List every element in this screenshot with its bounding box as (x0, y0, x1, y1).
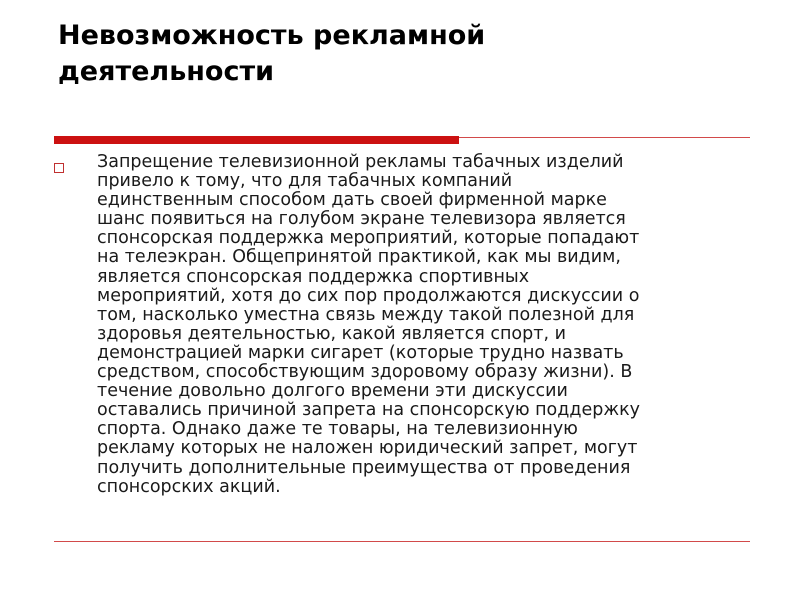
title-divider-accent (54, 136, 459, 144)
bullet-paragraph (97, 153, 757, 497)
paragraph-line: оставались причиной запрета на спонсорскую поддержку (97, 400, 641, 421)
paragraph-line: здоровья деятельностью, какой является спорт, и (97, 323, 566, 344)
paragraph-line: привело к тому, что для табачных компаний (97, 171, 513, 192)
paragraph-line: на телеэкран. Общепринятой практикой, как мы видим, (97, 247, 621, 268)
paragraph-line: средством, способствующим здоровому образу жизни). В (97, 362, 633, 383)
paragraph-line: спонсорская поддержка мероприятий, которые попадают (97, 228, 640, 249)
paragraph-line: является спонсорская поддержка спортивных (97, 266, 530, 287)
paragraph-line: течение довольно долгого времени эти дискуссии (97, 381, 568, 402)
footer-divider (54, 541, 750, 542)
slide-title (58, 18, 738, 90)
paragraph-line: единственным способом дать своей фирменной марке (97, 190, 607, 211)
square-bullet-icon (54, 163, 64, 173)
paragraph-line: мероприятий, хотя до сих пор продолжаются дискуссии о (97, 285, 640, 306)
paragraph-line: спонсорских акций. (97, 476, 281, 497)
paragraph-line: том, насколько уместна связь между такой полезной для (97, 304, 635, 325)
paragraph-line: демонстрацией марки сигарет (которые трудно назвать (97, 342, 624, 363)
title-line: Невозможность рекламной (58, 20, 486, 51)
paragraph-line: Запрещение телевизионной рекламы табачных изделий (97, 152, 624, 172)
paragraph-line: шанс появиться на голубом экране телевизора является (97, 209, 626, 230)
paragraph-line: получить дополнительные преимущества от проведения (97, 457, 631, 478)
paragraph-line: рекламу которых не наложен юридический запрет, могут (97, 438, 638, 459)
title-line: деятельности (58, 56, 275, 87)
paragraph-line: спорта. Однако даже те товары, на телевизионную (97, 419, 578, 440)
